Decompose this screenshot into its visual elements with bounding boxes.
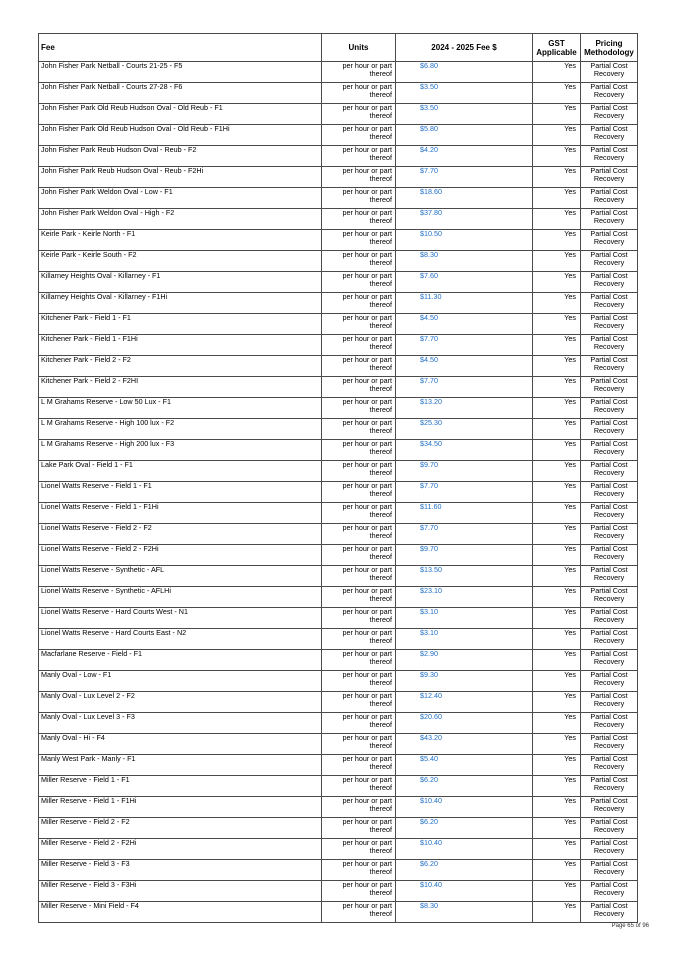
- units-cell: per hour or part thereof: [322, 818, 396, 839]
- units-cell: per hour or part thereof: [322, 398, 396, 419]
- fee-cell: Manly Oval - Lux Level 3 - F3: [39, 713, 322, 734]
- gst-cell: Yes: [533, 608, 581, 629]
- table-row: [39, 83, 638, 104]
- fee-cell: John Fisher Park Reub Hudson Oval - Reub - F2Hi: [39, 167, 322, 188]
- method-cell: Partial Cost Recovery: [581, 545, 638, 566]
- method-cell: Partial Cost Recovery: [581, 419, 638, 440]
- gst-cell: Yes: [533, 440, 581, 461]
- fee-cell: Manly Oval - Hi - F4: [39, 734, 322, 755]
- table-row: [39, 818, 638, 839]
- method-cell: Partial Cost Recovery: [581, 776, 638, 797]
- amount-cell: $7.70: [396, 377, 533, 398]
- method-cell: Partial Cost Recovery: [581, 314, 638, 335]
- gst-cell: Yes: [533, 83, 581, 104]
- method-cell: Partial Cost Recovery: [581, 272, 638, 293]
- gst-cell: Yes: [533, 104, 581, 125]
- table-row: [39, 839, 638, 860]
- amount-cell: $6.20: [396, 860, 533, 881]
- method-cell: Partial Cost Recovery: [581, 335, 638, 356]
- fee-column-header: Fee: [39, 34, 322, 62]
- fee-cell: John Fisher Park Old Reub Hudson Oval - Old Reub - F1Hi: [39, 125, 322, 146]
- table-row: [39, 713, 638, 734]
- gst-cell: Yes: [533, 713, 581, 734]
- amount-cell: $18.60: [396, 188, 533, 209]
- table-row: [39, 503, 638, 524]
- amount-cell: $9.70: [396, 461, 533, 482]
- amount-cell: $23.10: [396, 587, 533, 608]
- method-cell: Partial Cost Recovery: [581, 251, 638, 272]
- units-cell: per hour or part thereof: [322, 83, 396, 104]
- fee-cell: Killarney Heights Oval - Killarney - F1: [39, 272, 322, 293]
- amount-cell: $4.50: [396, 314, 533, 335]
- units-cell: per hour or part thereof: [322, 503, 396, 524]
- table-row: [39, 419, 638, 440]
- method-cell: Partial Cost Recovery: [581, 902, 638, 923]
- amount-cell: $8.30: [396, 902, 533, 923]
- fee-cell: John Fisher Park Old Reub Hudson Oval - Old Reub - F1: [39, 104, 322, 125]
- amount-cell: $11.60: [396, 503, 533, 524]
- table-row: [39, 587, 638, 608]
- method-cell: Partial Cost Recovery: [581, 629, 638, 650]
- method-cell: Partial Cost Recovery: [581, 692, 638, 713]
- amount-cell: $7.60: [396, 272, 533, 293]
- table-row: [39, 566, 638, 587]
- gst-cell: Yes: [533, 587, 581, 608]
- gst-cell: Yes: [533, 797, 581, 818]
- units-cell: per hour or part thereof: [322, 566, 396, 587]
- fee-cell: Miller Reserve - Field 1 - F1Hi: [39, 797, 322, 818]
- amount-cell: $11.30: [396, 293, 533, 314]
- table-row: [39, 104, 638, 125]
- gst-cell: Yes: [533, 251, 581, 272]
- method-cell: Partial Cost Recovery: [581, 671, 638, 692]
- method-cell: Partial Cost Recovery: [581, 125, 638, 146]
- fee-cell: Miller Reserve - Field 1 - F1: [39, 776, 322, 797]
- amount-cell: $3.10: [396, 608, 533, 629]
- amount-cell: $13.50: [396, 566, 533, 587]
- fee-cell: Lionel Watts Reserve - Field 2 - F2Hi: [39, 545, 322, 566]
- units-cell: per hour or part thereof: [322, 713, 396, 734]
- units-cell: per hour or part thereof: [322, 524, 396, 545]
- table-row: [39, 335, 638, 356]
- table-row: [39, 440, 638, 461]
- fees-table: [38, 33, 638, 923]
- fee-cell: Miller Reserve - Field 3 - F3Hi: [39, 881, 322, 902]
- fee-cell: Lake Park Oval - Field 1 - F1: [39, 461, 322, 482]
- amount-cell: $34.50: [396, 440, 533, 461]
- gst-cell: Yes: [533, 335, 581, 356]
- gst-cell: Yes: [533, 209, 581, 230]
- table-row: [39, 608, 638, 629]
- amount-cell: $7.70: [396, 524, 533, 545]
- amount-cell: $7.70: [396, 335, 533, 356]
- units-cell: per hour or part thereof: [322, 776, 396, 797]
- gst-cell: Yes: [533, 734, 581, 755]
- method-cell: Partial Cost Recovery: [581, 461, 638, 482]
- amount-cell: $6.20: [396, 776, 533, 797]
- units-cell: per hour or part thereof: [322, 146, 396, 167]
- units-cell: per hour or part thereof: [322, 440, 396, 461]
- fee-cell: Manly West Park - Manly - F1: [39, 755, 322, 776]
- units-cell: per hour or part thereof: [322, 272, 396, 293]
- units-cell: per hour or part thereof: [322, 629, 396, 650]
- gst-cell: Yes: [533, 356, 581, 377]
- gst-cell: Yes: [533, 398, 581, 419]
- fee-cell: L M Grahams Reserve - Low 50 Lux - F1: [39, 398, 322, 419]
- method-cell: Partial Cost Recovery: [581, 167, 638, 188]
- amount-cell: $4.50: [396, 356, 533, 377]
- gst-cell: Yes: [533, 524, 581, 545]
- gst-cell: Yes: [533, 419, 581, 440]
- table-row: [39, 482, 638, 503]
- method-column-header: Pricing Methodology: [581, 34, 638, 62]
- gst-cell: Yes: [533, 545, 581, 566]
- table-row: [39, 188, 638, 209]
- units-cell: per hour or part thereof: [322, 671, 396, 692]
- table-row: [39, 272, 638, 293]
- method-cell: Partial Cost Recovery: [581, 293, 638, 314]
- units-cell: per hour or part thereof: [322, 356, 396, 377]
- amount-cell: $25.30: [396, 419, 533, 440]
- gst-cell: Yes: [533, 230, 581, 251]
- page-number: Page 65 of 96: [611, 923, 649, 929]
- table-row: [39, 209, 638, 230]
- method-cell: Partial Cost Recovery: [581, 398, 638, 419]
- method-cell: Partial Cost Recovery: [581, 62, 638, 83]
- table-row: [39, 902, 638, 923]
- amount-cell: $37.80: [396, 209, 533, 230]
- method-cell: Partial Cost Recovery: [581, 188, 638, 209]
- fee-cell: John Fisher Park Reub Hudson Oval - Reub - F2: [39, 146, 322, 167]
- units-cell: per hour or part thereof: [322, 734, 396, 755]
- method-cell: Partial Cost Recovery: [581, 377, 638, 398]
- method-cell: Partial Cost Recovery: [581, 440, 638, 461]
- amount-cell: $10.40: [396, 797, 533, 818]
- table-row: [39, 545, 638, 566]
- table-row: [39, 293, 638, 314]
- table-row: [39, 650, 638, 671]
- method-cell: Partial Cost Recovery: [581, 230, 638, 251]
- units-cell: per hour or part thereof: [322, 251, 396, 272]
- amount-cell: $9.70: [396, 545, 533, 566]
- table-row: [39, 755, 638, 776]
- gst-cell: Yes: [533, 377, 581, 398]
- amount-cell: $8.30: [396, 251, 533, 272]
- method-cell: Partial Cost Recovery: [581, 356, 638, 377]
- units-cell: per hour or part thereof: [322, 188, 396, 209]
- fee-cell: John Fisher Park Netball - Courts 27-28 - F6: [39, 83, 322, 104]
- table-row: [39, 167, 638, 188]
- method-cell: Partial Cost Recovery: [581, 818, 638, 839]
- fee-cell: Lionel Watts Reserve - Field 1 - F1Hi: [39, 503, 322, 524]
- table-row: [39, 146, 638, 167]
- table-row: [39, 461, 638, 482]
- fee-cell: L M Grahams Reserve - High 200 lux - F3: [39, 440, 322, 461]
- amount-cell: $10.40: [396, 881, 533, 902]
- fee-cell: Kitchener Park - Field 1 - F1Hi: [39, 335, 322, 356]
- table-row: [39, 692, 638, 713]
- fee-cell: Miller Reserve - Field 2 - F2Hi: [39, 839, 322, 860]
- fee-cell: Macfarlane Reserve - Field - F1: [39, 650, 322, 671]
- fee-cell: Manly Oval - Low - F1: [39, 671, 322, 692]
- units-cell: per hour or part thereof: [322, 608, 396, 629]
- amount-cell: $6.20: [396, 818, 533, 839]
- amount-cell: $10.50: [396, 230, 533, 251]
- units-cell: per hour or part thereof: [322, 797, 396, 818]
- units-cell: per hour or part thereof: [322, 692, 396, 713]
- fee-cell: Lionel Watts Reserve - Field 1 - F1: [39, 482, 322, 503]
- gst-cell: Yes: [533, 818, 581, 839]
- units-cell: per hour or part thereof: [322, 125, 396, 146]
- amount-cell: $2.90: [396, 650, 533, 671]
- method-cell: Partial Cost Recovery: [581, 566, 638, 587]
- gst-cell: Yes: [533, 125, 581, 146]
- table-row: [39, 125, 638, 146]
- amount-cell: $7.70: [396, 482, 533, 503]
- units-cell: per hour or part thereof: [322, 650, 396, 671]
- amount-cell: $20.60: [396, 713, 533, 734]
- units-cell: per hour or part thereof: [322, 839, 396, 860]
- method-cell: Partial Cost Recovery: [581, 587, 638, 608]
- method-cell: Partial Cost Recovery: [581, 860, 638, 881]
- table-row: [39, 230, 638, 251]
- header-row: [39, 34, 638, 62]
- table-row: [39, 62, 638, 83]
- fee-cell: Kitchener Park - Field 1 - F1: [39, 314, 322, 335]
- units-cell: per hour or part thereof: [322, 209, 396, 230]
- table-row: [39, 524, 638, 545]
- units-cell: per hour or part thereof: [322, 230, 396, 251]
- amount-cell: $5.80: [396, 125, 533, 146]
- units-cell: per hour or part thereof: [322, 587, 396, 608]
- table-row: [39, 776, 638, 797]
- method-cell: Partial Cost Recovery: [581, 146, 638, 167]
- table-row: [39, 797, 638, 818]
- fee-cell: Lionel Watts Reserve - Synthetic - AFLHi: [39, 587, 322, 608]
- method-cell: Partial Cost Recovery: [581, 881, 638, 902]
- amount-column-header: 2024 - 2025 Fee $: [396, 34, 533, 62]
- table-row: [39, 671, 638, 692]
- table-row: [39, 629, 638, 650]
- units-cell: per hour or part thereof: [322, 545, 396, 566]
- gst-cell: Yes: [533, 755, 581, 776]
- gst-cell: Yes: [533, 62, 581, 83]
- fee-cell: Killarney Heights Oval - Killarney - F1Hi: [39, 293, 322, 314]
- method-cell: Partial Cost Recovery: [581, 209, 638, 230]
- amount-cell: $43.20: [396, 734, 533, 755]
- fee-cell: Lionel Watts Reserve - Field 2 - F2: [39, 524, 322, 545]
- amount-cell: $7.70: [396, 167, 533, 188]
- units-column-header: Units: [322, 34, 396, 62]
- table-row: [39, 881, 638, 902]
- gst-cell: Yes: [533, 566, 581, 587]
- units-cell: per hour or part thereof: [322, 482, 396, 503]
- units-cell: per hour or part thereof: [322, 881, 396, 902]
- fee-cell: John Fisher Park Weldon Oval - High - F2: [39, 209, 322, 230]
- amount-cell: $12.40: [396, 692, 533, 713]
- table-row: [39, 356, 638, 377]
- table-row: [39, 734, 638, 755]
- amount-cell: $13.20: [396, 398, 533, 419]
- amount-cell: $6.80: [396, 62, 533, 83]
- units-cell: per hour or part thereof: [322, 335, 396, 356]
- units-cell: per hour or part thereof: [322, 293, 396, 314]
- fee-cell: Lionel Watts Reserve - Synthetic - AFL: [39, 566, 322, 587]
- units-cell: per hour or part thereof: [322, 860, 396, 881]
- gst-cell: Yes: [533, 272, 581, 293]
- units-cell: per hour or part thereof: [322, 314, 396, 335]
- fee-cell: Miller Reserve - Mini Field - F4: [39, 902, 322, 923]
- gst-cell: Yes: [533, 188, 581, 209]
- fee-cell: Lionel Watts Reserve - Hard Courts East - N2: [39, 629, 322, 650]
- gst-column-header: GST Applicable: [533, 34, 581, 62]
- gst-cell: Yes: [533, 839, 581, 860]
- method-cell: Partial Cost Recovery: [581, 524, 638, 545]
- amount-cell: $3.10: [396, 629, 533, 650]
- gst-cell: Yes: [533, 167, 581, 188]
- fee-cell: Keirle Park - Keirle South - F2: [39, 251, 322, 272]
- gst-cell: Yes: [533, 146, 581, 167]
- table-row: [39, 398, 638, 419]
- method-cell: Partial Cost Recovery: [581, 650, 638, 671]
- method-cell: Partial Cost Recovery: [581, 755, 638, 776]
- method-cell: Partial Cost Recovery: [581, 482, 638, 503]
- gst-cell: Yes: [533, 461, 581, 482]
- table-row: [39, 251, 638, 272]
- fee-cell: L M Grahams Reserve - High 100 lux - F2: [39, 419, 322, 440]
- table-row: [39, 377, 638, 398]
- method-cell: Partial Cost Recovery: [581, 839, 638, 860]
- fee-cell: Kitchener Park - Field 2 - F2HI: [39, 377, 322, 398]
- fee-cell: Manly Oval - Lux Level 2 - F2: [39, 692, 322, 713]
- gst-cell: Yes: [533, 314, 581, 335]
- units-cell: per hour or part thereof: [322, 104, 396, 125]
- gst-cell: Yes: [533, 629, 581, 650]
- method-cell: Partial Cost Recovery: [581, 503, 638, 524]
- method-cell: Partial Cost Recovery: [581, 83, 638, 104]
- fee-cell: John Fisher Park Weldon Oval - Low - F1: [39, 188, 322, 209]
- units-cell: per hour or part thereof: [322, 755, 396, 776]
- units-cell: per hour or part thereof: [322, 377, 396, 398]
- table-row: [39, 860, 638, 881]
- gst-cell: Yes: [533, 860, 581, 881]
- gst-cell: Yes: [533, 902, 581, 923]
- fee-cell: Lionel Watts Reserve - Hard Courts West - N1: [39, 608, 322, 629]
- gst-cell: Yes: [533, 503, 581, 524]
- amount-cell: $9.30: [396, 671, 533, 692]
- gst-cell: Yes: [533, 881, 581, 902]
- fee-cell: Miller Reserve - Field 3 - F3: [39, 860, 322, 881]
- gst-cell: Yes: [533, 671, 581, 692]
- gst-cell: Yes: [533, 692, 581, 713]
- units-cell: per hour or part thereof: [322, 902, 396, 923]
- units-cell: per hour or part thereof: [322, 419, 396, 440]
- amount-cell: $3.50: [396, 104, 533, 125]
- method-cell: Partial Cost Recovery: [581, 734, 638, 755]
- amount-cell: $4.20: [396, 146, 533, 167]
- method-cell: Partial Cost Recovery: [581, 713, 638, 734]
- method-cell: Partial Cost Recovery: [581, 104, 638, 125]
- amount-cell: $10.40: [396, 839, 533, 860]
- gst-cell: Yes: [533, 293, 581, 314]
- fee-cell: Miller Reserve - Field 2 - F2: [39, 818, 322, 839]
- amount-cell: $3.50: [396, 83, 533, 104]
- units-cell: per hour or part thereof: [322, 461, 396, 482]
- units-cell: per hour or part thereof: [322, 167, 396, 188]
- fee-cell: Keirle Park - Keirle North - F1: [39, 230, 322, 251]
- gst-cell: Yes: [533, 482, 581, 503]
- units-cell: per hour or part thereof: [322, 62, 396, 83]
- method-cell: Partial Cost Recovery: [581, 797, 638, 818]
- amount-cell: $5.40: [396, 755, 533, 776]
- method-cell: Partial Cost Recovery: [581, 608, 638, 629]
- gst-cell: Yes: [533, 650, 581, 671]
- gst-cell: Yes: [533, 776, 581, 797]
- fee-cell: Kitchener Park - Field 2 - F2: [39, 356, 322, 377]
- fee-cell: John Fisher Park Netball - Courts 21-25 - F5: [39, 62, 322, 83]
- table-row: [39, 314, 638, 335]
